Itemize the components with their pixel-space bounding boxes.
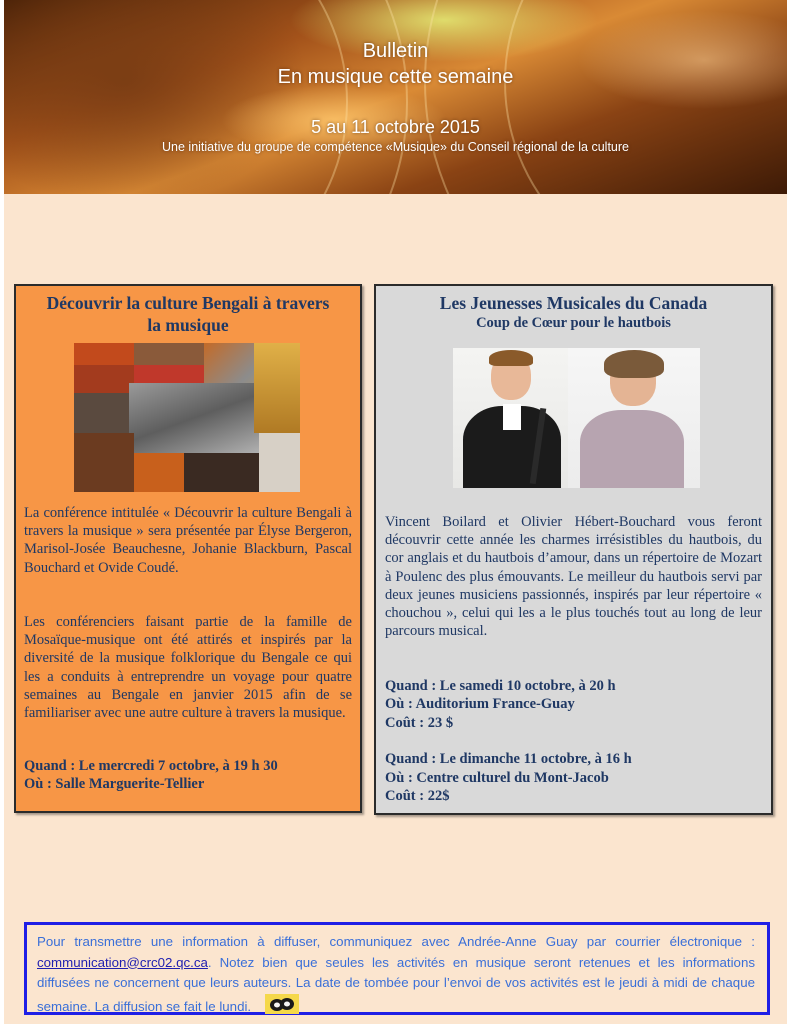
bengali-paragraph-1: La conférence intitulée « Découvrir la culture Bengali à travers la musique » sera présentée par Élyse Bergeron, Marisol-Josée Beauchesne, Johanie Blackburn, Pascal Bouchard et Ovide Coudé. [24,505,352,576]
jm-event2-cost: Coût : 22$ [385,788,450,804]
jm-event2-when: Quand : Le dimanche 11 octobre, à 16 h [385,751,632,767]
bengali-title-line1: Découvrir la culture Bengali à travers [46,293,330,313]
jm-title: Les Jeunesses Musicales du Canada [439,293,708,313]
header-banner [4,0,787,194]
footer-text-intro: Pour transmettre une information à diffuser, communiquez avec Andrée-Anne Guay par courrier électronique : [37,934,755,949]
jm-paragraph: Vincent Boilard et Olivier Hébert-Bouchard vous feront découvrir cette année les charmes irrésistibles du hautbois, du cor anglais et du hautbois d’amour, dans un répertoire de Mozart à Poulenc des plus émouvants. Le meilleur du hautbois servi par deux jeunes musiciens passionnés, inspirés par leur répertoire « chouchou », celui qui les a le plus touchés tout au long de leur parcours musical. [385,514,762,640]
bengali-where: Où : Salle Marguerite-Tellier [24,776,205,792]
jm-event2-where: Où : Centre culturel du Mont-Jacob [385,770,609,786]
jm-event1-when: Quand : Le samedi 10 octobre, à 20 h [385,678,616,694]
cd-disc-decoration [4,0,348,194]
bengali-event-card [14,284,362,813]
jm-event-card [374,284,773,815]
bengali-paragraph-2: Les conférenciers faisant partie de la famille de Mosaïque-musique ont été attirés et inspirés par la diversité de la musique folklorique du Bengale ce qui les a conduits à entreprendre un voyage pour quatre semaines au Bengale en janvier 2015 afin de se familiariser avec une autre culture à travers la musique. [24,614,352,722]
footer-text-details: . Notez bien que seules les activités en musique seront retenues et les informations diffusées ne concernent que leurs auteurs. La date de tombée pour l’envoi de vos activités est le jeudi à midi de chaque semaine. La diffusion se fait le lundi. [37,954,755,1014]
bengali-collage-image [74,343,300,492]
contact-email-link[interactable]: communication@crc02.qc.ca [37,954,208,970]
jm-subtitle: Coup de Cœur pour le hautbois [476,315,671,331]
musician-photo-olivier [568,348,700,488]
contact-footer-box [24,922,770,1015]
bulletin-initiative: Une initiative du groupe de compétence «Musique» du Conseil régional de la culture [162,140,629,154]
footer-notice [37,932,755,1020]
bulletin-dates: 5 au 11 octobre 2015 [311,117,480,137]
bengali-when: Quand : Le mercredi 7 octobre, à 19 h 30 [24,758,278,774]
bengali-title-line2: la musique [147,315,229,335]
musician-photo-vincent [453,348,568,488]
bulletin-subtitle: En musique cette semaine [277,66,514,88]
jm-event1-cost: Coût : 23 $ [385,715,454,731]
thumbs-up-icon [265,994,299,1021]
cd-disc-decoration [504,0,787,194]
jm-event1-where: Où : Auditorium France-Guay [385,696,575,712]
bulletin-title: Bulletin [362,40,429,62]
